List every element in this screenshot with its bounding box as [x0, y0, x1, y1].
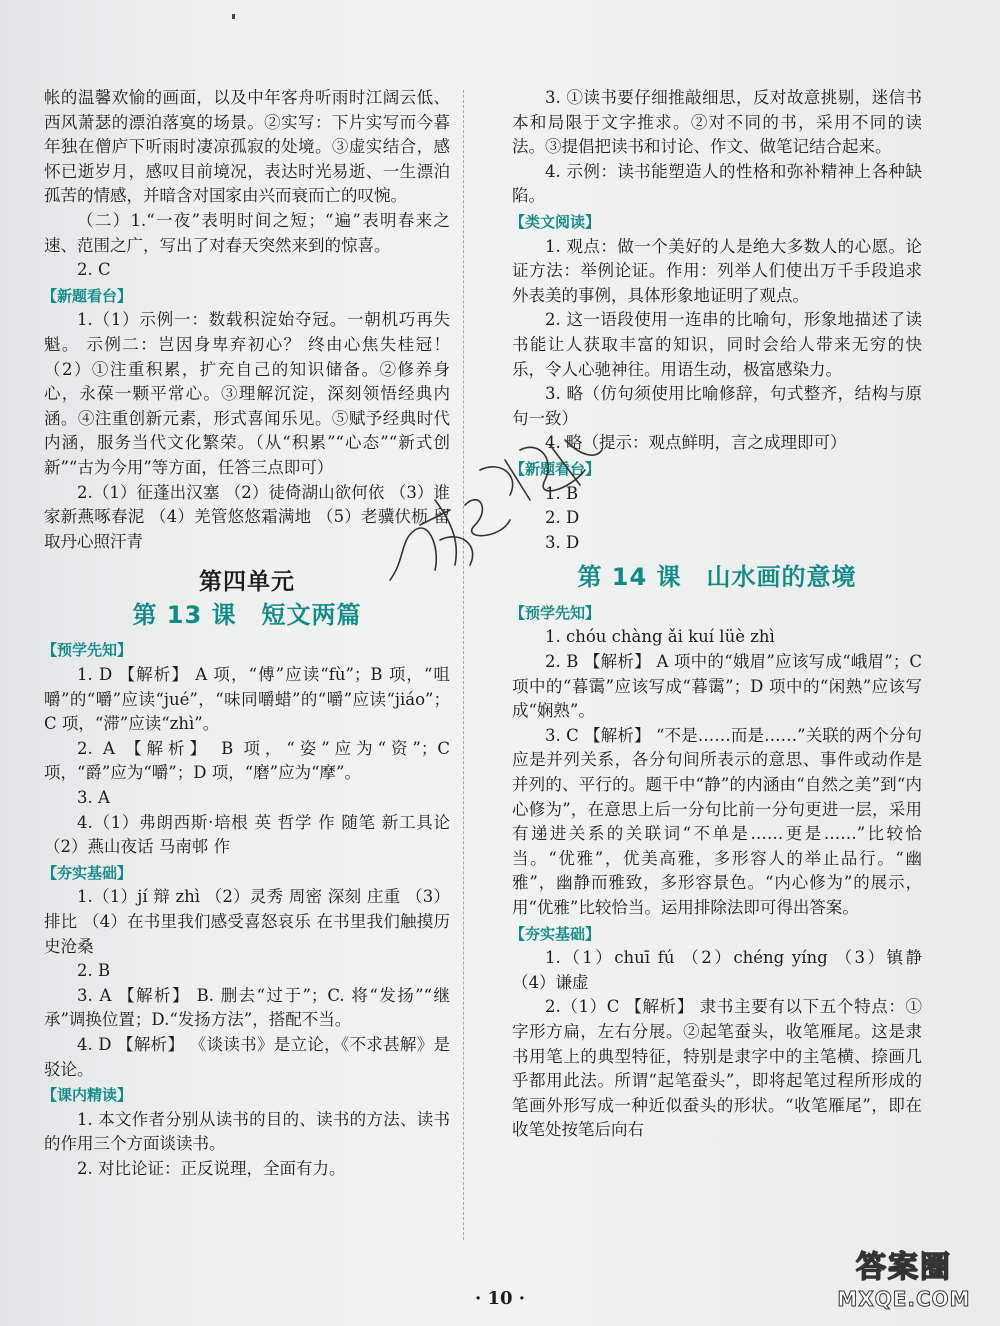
column-divider	[463, 90, 464, 1240]
paragraph: 3. 略（仿句须使用比喻修辞，句式整齐，结构与原句一致）	[512, 384, 922, 428]
paragraph: 2. D	[545, 508, 580, 528]
watermark-logo	[816, 1250, 992, 1322]
paragraph: 1. 本文作者分别从读书的目的、读书的方法、读书的作用三个方面谈读书。	[44, 1109, 450, 1154]
watermark-url: MXQE.COM	[837, 1287, 971, 1311]
paragraph: 1. B	[545, 483, 579, 503]
lesson-title: 第 14 课 山水画的意境	[577, 563, 857, 592]
paragraph: 2. 这一语段使用一连串的比喻句，形象地描述了读书能让人获取丰富的知识，同时会给人带来无穷的快乐，令人心驰神往。用语生动，极富感染力。	[512, 310, 922, 379]
paragraph: 帐的温馨欢愉的画面，以及中年客舟听雨时江阔云低、西风萧瑟的漂泊落寞的场景。②实写：下片实写而今暮年独在僧庐下听雨时凄凉孤寂的处境。③虚实结合，感怀已逝岁月，感叹目前境况，表达时光易逝、一生漂泊孤苦的情感，并暗含对国家由兴而衰而亡的叹惋。	[44, 88, 450, 206]
paragraph: 3. ①读书要仔细推敲细思，反对故意挑剔，迷信书本和局限于文字推求。②对不同的书，采用不同的读法。③提倡把读书和讨论、作文、做笔记结合起来。	[512, 88, 922, 157]
watermark-title: 答案圈	[856, 1250, 952, 1285]
section-tag: 【夯实基础】	[42, 863, 133, 882]
section-tag: 【预学先知】	[42, 641, 133, 660]
paragraph: 3. A	[77, 788, 110, 808]
section-tag: 【课内精读】	[42, 1086, 133, 1105]
paragraph: 3. C 【解析】 “不是……而是……”关联的两个分句应是并列关系，各分句间所表示的意思、事件或动作是并列的、平行的。题干中“静”的内涵由“自然之美”到“内心修为”，在意思上后一分句比前一分句更进一层，采用有递进关系的关联词“不单是……更是……”比较恰当。“优雅”，优美高雅，多形容人的举止品行。“幽雅”，幽静而雅致，多形容景色。“内心修为”的展示，用“优雅”比较恰当。运用排除法即可得出答案。	[512, 725, 922, 917]
lesson-title: 第 13 课 短文两篇	[132, 600, 362, 629]
paragraph: 2.（1）C 【解析】 隶书主要有以下五个特点：①字形方扁，左右分展。②起笔蚕头，收笔雁尾。这是隶书用笔上的典型特征，特别是隶字中的主笔横、捺画几乎都用此法。所谓“起笔蚕头”，即将起笔过程所形成的笔画外形写成一种近似蚕头的形状。“收笔雁尾”，即在收笔处按笔后向右	[512, 997, 922, 1140]
paragraph: 1. chóu chàng ǎi kuí lüè zhì	[545, 627, 775, 647]
section-tag: 【夯实基础】	[510, 924, 601, 943]
paragraph: 4.（1）弗朗西斯·培根 英 哲学 作 随笔 新工具论 （2）燕山夜话 马南邨 作	[44, 812, 450, 857]
paragraph: 1. 观点：做一个美好的人是绝大多数人的心愿。论证方法：举例论证。作用：列举人们使出万千手段追求外表美的事例，具体形象地证明了观点。	[512, 236, 922, 305]
paragraph: 1. D 【解析】 A 项，“傅”应读“fù”；B 项，“咀嚼”的“嚼”应读“jué”，“味同嚼蜡”的“嚼”应读“jiáo”；C 项，“滞”应读“zhì”。	[44, 665, 450, 734]
handwritten-scribble	[380, 430, 610, 600]
paragraph: 2. B	[77, 961, 111, 981]
paragraph: 3. A 【解析】 B. 删去“过于”；C. 将“发扬”“继承”调换位置；D.“发扬方法”，搭配不当。	[44, 985, 450, 1030]
page-number: · 10 ·	[474, 1288, 526, 1309]
unit-title: 第四单元	[199, 569, 295, 596]
paragraph: 2. B 【解析】 A 项中的“娥眉”应该写成“峨眉”；C 项中的“暮霭”应该写成“暮霭”；D 项中的“闲熟”应该写成“娴熟”。	[512, 652, 922, 721]
right-column	[512, 86, 922, 1143]
paragraph: 4. 示例：读书能塑造人的性格和弥补精神上各种缺陷。	[512, 161, 922, 206]
paragraph: （二）1.“一夜”表明时间之短；“遍”表明春来之速、范围之广，写出了对春天突然来到的惊喜。	[44, 210, 450, 255]
section-tag: 【类文阅读】	[510, 212, 601, 231]
section-tag: 【新题看台】	[42, 286, 133, 305]
paragraph: 2. 对比论证：正反说理，全面有力。	[77, 1158, 346, 1178]
paragraph: 1.（1）示例一：数载积淀始夺冠。一朝机巧再失魁。 示例二：岂因身卑弃初心？ 终由心焦失桂冠！（2）①注重积累，扩充自己的知识储备。②修养身心，永葆一颗平常心。③理解沉淀，深刻领悟经典内涵。④注重创新元素，形式喜闻乐见。⑤赋予经典时代内涵，服务当代文化繁荣。（从“积累”“心态”“新式创新”“古为今用”等方面，任答三点即可）	[44, 310, 450, 477]
paragraph: 4. D 【解析】 《谈读书》是立论，《不求甚解》是驳论。	[44, 1034, 450, 1079]
paragraph: 2. C	[77, 260, 111, 280]
paragraph: 2.（1）征蓬出汉塞 （2）徒倚湖山欲何依 （3）谁家新燕啄春泥 （4）羌管悠悠霜满地 （5）老骥伏枥 留取丹心照汗青	[44, 482, 450, 551]
paragraph: 4. 略（提示：观点鲜明，言之成理即可）	[545, 433, 847, 453]
paragraph: 2. A 【解析】 B 项，“姿”应为“资”；C 项，“爵”应为“嚼”；D 项，“磨”应为“摩”。	[44, 738, 450, 783]
left-column	[44, 86, 450, 1182]
section-tag: 【预学先知】	[510, 603, 601, 622]
paragraph: 1.（1）jí 辩 zhì （2）灵秀 周密 深刻 庄重 （3）排比 （4）在书里我们感受喜怒哀乐 在书里我们触摸历史沧桑	[44, 887, 450, 956]
paragraph: 1.（1）chuī fú （2）chéng yíng （3）镇静 （4）谦虚	[512, 948, 922, 992]
speck-mark	[232, 14, 235, 19]
section-tag: 【新题看台】	[510, 459, 601, 478]
paragraph: 3. D	[545, 532, 580, 552]
